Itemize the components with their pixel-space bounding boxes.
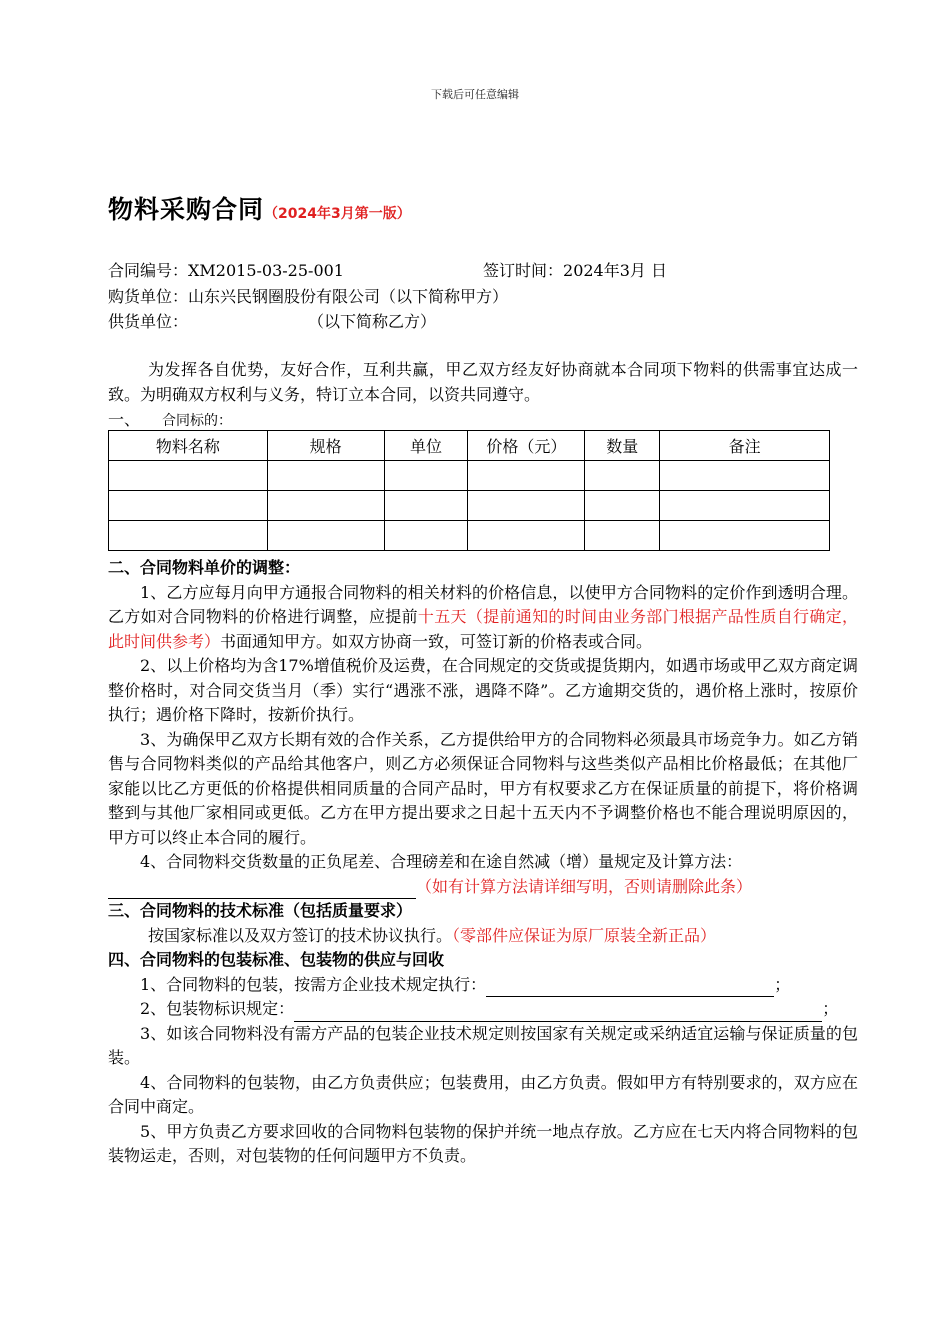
fill-in-blank[interactable] xyxy=(108,880,416,899)
section1-num: 一、 xyxy=(108,410,141,429)
header-note: 下载后可任意编辑 xyxy=(431,88,519,101)
section4-clause-5: 5、甲方负责乙方要求回收的合同物料包装物的保护并统一地点存放。乙方应在七天内将合同物料的包装物运走，否则，对包装物的任何问题甲方不负责。 xyxy=(108,1121,858,1165)
clause-text: 书面通知甲方。如双方协商一致，可签订新的价格表或合同。 xyxy=(220,631,653,651)
section1-title: 合同标的： xyxy=(162,413,233,429)
table-cell[interactable] xyxy=(267,491,384,521)
section2-clause-3: 3、为确保甲乙双方长期有效的合作关系，乙方提供给甲方的合同物料必须最具市场竞争力。如乙方销售与合同物料类似的产品给其他客户，则乙方必须保证合同物料与这些类似产品相比价格最低；在其他厂家能以比乙方更低的价格提供相同质量的合同产品时，甲方有权要求乙方在保证质量的前提下，将价格调整到与其他厂家相同或更低。乙方在甲方提出要求之日起十五天内不予调整价格也不能合理说明原因的，甲方可以终止本合同的履行。 xyxy=(108,729,858,847)
contract-no-label: 合同编号： xyxy=(108,261,189,280)
table-cell[interactable] xyxy=(660,521,830,551)
clause-text: 按国家标准以及双方签订的技术协议执行。 xyxy=(148,925,453,945)
table-cell[interactable] xyxy=(468,461,585,491)
section2-clause-2: 2、以上价格均为含17%增值税价及运费，在合同规定的交货或提货期内，如遇市场或甲乙双方商定调整价格时，对合同交货当月（季）实行“遇涨不涨，遇降不降”。乙方逾期交货的，遇价格上涨时，按原价执行；遇价格下降时，按新价执行。 xyxy=(108,656,858,724)
table-header-cell: 备注 xyxy=(660,431,830,461)
intro-paragraph xyxy=(108,358,858,407)
table-row xyxy=(109,521,830,551)
contract-no: XM2015-03-25-001 xyxy=(188,261,344,280)
table-cell[interactable] xyxy=(384,461,468,491)
section4-clause-4: 4、合同物料的包装物，由乙方负责供应；包装费用，由乙方负责。假如甲方有特别要求的，双方应在合同中商定。 xyxy=(108,1072,858,1116)
table-cell[interactable] xyxy=(468,491,585,521)
section2-clause-4: 4、合同物料交货数量的正负尾差、合理磅差和在途自然减（增）量规定及计算方法： xyxy=(140,852,743,871)
table-cell[interactable] xyxy=(109,461,268,491)
buyer: 山东兴民钢圈股份有限公司（以下简称甲方） xyxy=(188,287,509,306)
table-row xyxy=(109,461,830,491)
clause-text: 1、合同物料的包装，按需方企业技术规定执行： xyxy=(140,974,487,994)
supplier-suffix: （以下简称乙方） xyxy=(308,312,437,331)
section4-clause-2 xyxy=(108,997,858,1022)
supplier-label: 供货单位： xyxy=(108,312,189,331)
section2-clause-1 xyxy=(108,581,858,655)
table-cell[interactable] xyxy=(468,521,585,551)
supplier-line xyxy=(108,309,436,332)
clause-text: 2、包装物标识规定： xyxy=(140,999,295,1018)
section3-clause-1 xyxy=(108,924,858,949)
table-cell[interactable] xyxy=(109,491,268,521)
title-edition: （2024年3月第一版） xyxy=(264,206,411,222)
clause-note-red: （如有计算方法请详细写明，否则请删除此条） xyxy=(416,876,753,896)
intro-text: 为发挥各自优势，友好合作，互利共赢，甲乙双方经友好协商就本合同项下物料的供需事宜达成一致。为明确双方权利与义务，特订立本合同，以资共同遵守。 xyxy=(108,360,858,404)
buyer-line xyxy=(108,284,508,307)
semicolon: ； xyxy=(774,974,791,994)
table-cell[interactable] xyxy=(585,521,660,551)
document-title xyxy=(108,190,411,226)
clause-text: 1、乙方应每月向甲方通报合同物料的相关材料的价格信息，以使甲方合同物料的定价作到透明合理。乙方如对合同物料的价格进行调整，应提前 xyxy=(108,582,858,626)
table-header-cell: 数量 xyxy=(585,431,660,461)
table-cell[interactable] xyxy=(660,461,830,491)
fill-in-blank[interactable] xyxy=(294,1003,822,1022)
table-cell[interactable] xyxy=(585,461,660,491)
table-cell[interactable] xyxy=(267,461,384,491)
table-cell[interactable] xyxy=(660,491,830,521)
section4-clause-3: 3、如该合同物料没有需方产品的包装企业技术规定则按国家有关规定或采纳适宜运输与保证质量的包装。 xyxy=(108,1023,858,1067)
buyer-label: 购货单位： xyxy=(108,287,189,306)
clause-note-red: （零部件应保证为原厂原装全新正品） xyxy=(452,925,717,945)
sign-time: 2024年3月 日 xyxy=(563,261,668,280)
sign-time-line xyxy=(483,258,667,281)
clause-note-red: 十五天（提前通知的时间由业务部门根据产品性质自行确定，此时间供参考） xyxy=(108,607,858,651)
table-cell[interactable] xyxy=(384,491,468,521)
semicolon: ； xyxy=(822,999,839,1018)
table-cell[interactable] xyxy=(384,521,468,551)
contract-number-line xyxy=(108,258,344,281)
section2-clause-4-blank xyxy=(108,875,858,900)
table-header-cell: 物料名称 xyxy=(109,431,268,461)
table-cell[interactable] xyxy=(585,491,660,521)
section4-clause-1 xyxy=(108,973,858,998)
title-main: 物料采购合同 xyxy=(108,195,265,224)
section1-heading xyxy=(108,407,232,430)
table-header-cell: 规格 xyxy=(267,431,384,461)
table-cell[interactable] xyxy=(109,521,268,551)
table-row xyxy=(109,491,830,521)
section4-heading: 四、合同物料的包装标准、包装物的供应与回收 xyxy=(108,950,445,969)
section2-heading: 二、合同物料单价的调整： xyxy=(108,558,301,577)
section3-heading: 三、合同物料的技术标准（包括质量要求） xyxy=(108,901,413,920)
goods-table xyxy=(108,430,830,551)
main-clauses xyxy=(108,556,858,1169)
table-header-row xyxy=(109,431,830,461)
sign-time-label: 签订时间： xyxy=(483,261,564,280)
fill-in-blank[interactable] xyxy=(486,978,774,997)
table-cell[interactable] xyxy=(267,521,384,551)
table-header-cell: 单位 xyxy=(384,431,468,461)
table-header-cell: 价格（元） xyxy=(468,431,585,461)
